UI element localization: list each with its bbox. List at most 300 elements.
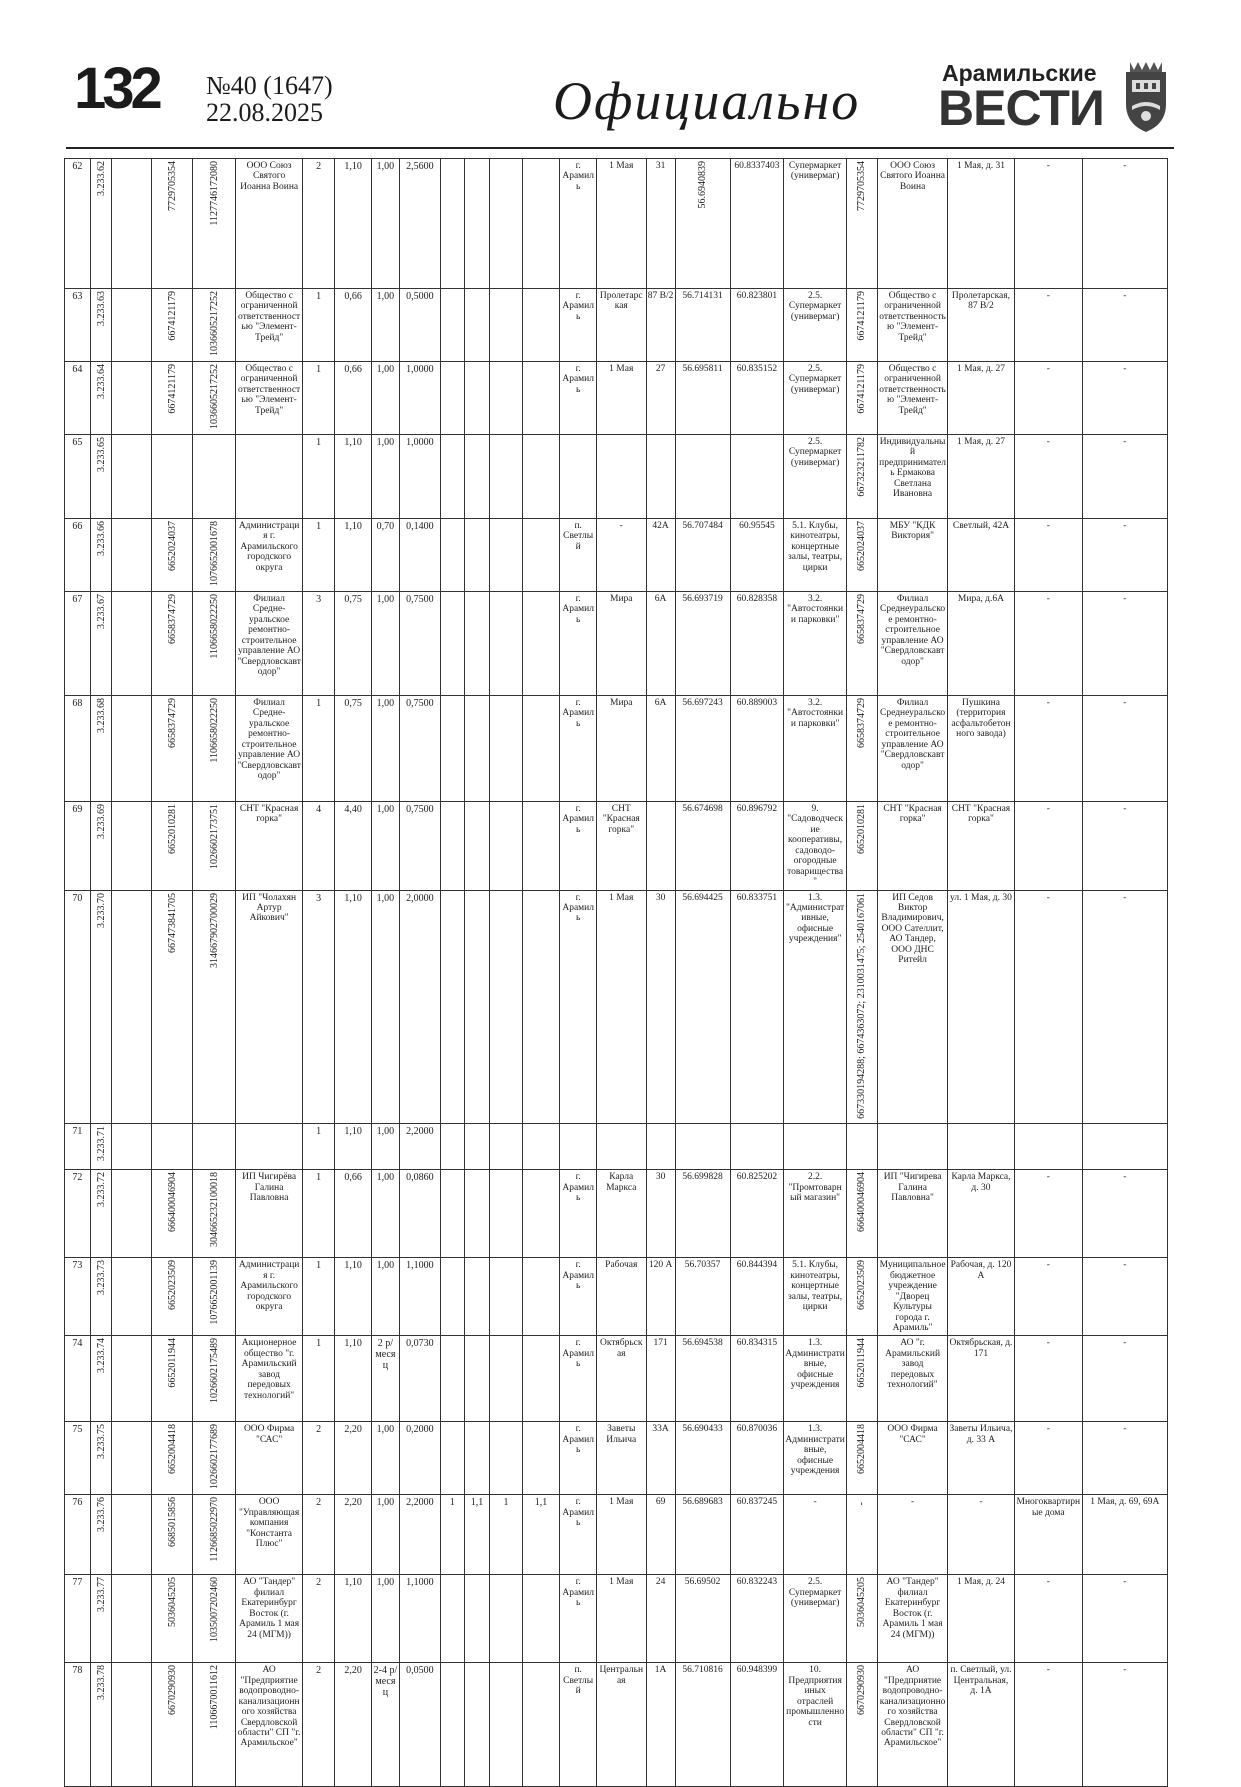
owner-name: Администрация г. Арамильского городского округа bbox=[236, 1258, 303, 1336]
section-title: Официально bbox=[553, 71, 861, 131]
extra-volume-2 bbox=[522, 159, 560, 289]
issue-date: 22.08.2025 bbox=[206, 98, 323, 128]
extra-count-1 bbox=[440, 519, 464, 592]
owner-ogrn bbox=[193, 435, 236, 519]
removal-frequency: 1,00 bbox=[371, 1422, 399, 1495]
extra-count-2 bbox=[490, 802, 522, 891]
extra-volume-1 bbox=[464, 1170, 490, 1258]
extra-volume-1 bbox=[464, 362, 490, 435]
source-inn-text: 667330194288; 6674363072; 2310031475; 2540167061 bbox=[856, 892, 868, 1119]
container-volume: 0,66 bbox=[335, 289, 372, 362]
total-volume: 0,0500 bbox=[399, 1663, 440, 1787]
row-number: 72 bbox=[65, 1170, 91, 1258]
container-volume: 2,20 bbox=[335, 1663, 372, 1787]
source-name: АО "Предприятие водопроводно-канализационного хозяйства Свердловской области" СП "г. Арамильское" bbox=[878, 1663, 948, 1787]
extra-volume-2: 1,1 bbox=[522, 1495, 560, 1575]
source-inn bbox=[846, 1575, 877, 1663]
extra-count-2 bbox=[490, 890, 522, 1124]
container-count: 2 bbox=[303, 1663, 335, 1787]
owner-name: ООО Фирма "САС" bbox=[236, 1422, 303, 1495]
settlement: г. Арамиль bbox=[560, 1422, 597, 1495]
row-number: 65 bbox=[65, 435, 91, 519]
settlement: г. Арамиль bbox=[560, 1170, 597, 1258]
settlement: п. Светлый bbox=[560, 519, 597, 592]
container-volume: 2,20 bbox=[335, 1495, 372, 1575]
source-inn bbox=[846, 289, 877, 362]
settlement: г. Арамиль bbox=[560, 289, 597, 362]
source-address: Карла Маркса, д. 30 bbox=[948, 1170, 1015, 1258]
street: 1 Мая bbox=[596, 890, 646, 1124]
row-number: 69 bbox=[65, 802, 91, 891]
owner-inn bbox=[152, 1336, 193, 1422]
source-inn bbox=[846, 696, 877, 802]
owner-ogrn bbox=[193, 802, 236, 891]
site-code-text: 3.233.75 bbox=[95, 1424, 107, 1460]
extra-volume-2 bbox=[522, 1170, 560, 1258]
source-inn-text: 6652010281 bbox=[856, 804, 868, 854]
owner-inn bbox=[152, 289, 193, 362]
site-code bbox=[90, 890, 112, 1124]
owner-inn bbox=[152, 362, 193, 435]
owner-inn bbox=[152, 1170, 193, 1258]
source-address: Светлый, 42А bbox=[948, 519, 1015, 592]
site-code bbox=[90, 1422, 112, 1495]
housing-address bbox=[1082, 1124, 1167, 1170]
housing-address: - bbox=[1082, 592, 1167, 696]
extra-count-1 bbox=[440, 1422, 464, 1495]
longitude: 60.896792 bbox=[730, 802, 784, 891]
source-inn bbox=[846, 1124, 877, 1170]
container-volume: 1,10 bbox=[335, 519, 372, 592]
housing-type: - bbox=[1014, 696, 1082, 802]
table-row bbox=[65, 1336, 1168, 1422]
removal-frequency: 1,00 bbox=[371, 435, 399, 519]
source-type: 5.1. Клубы, кинотеатры, концертные залы, театры, цирки bbox=[784, 519, 846, 592]
street: Карла Маркса bbox=[596, 1170, 646, 1258]
extra-volume-2 bbox=[522, 1575, 560, 1663]
house: 171 bbox=[646, 1336, 675, 1422]
owner-inn bbox=[152, 890, 193, 1124]
extra-volume-2 bbox=[522, 1663, 560, 1787]
container-volume: 1,10 bbox=[335, 1258, 372, 1336]
blank-cell bbox=[112, 1422, 152, 1495]
row-number: 75 bbox=[65, 1422, 91, 1495]
source-inn bbox=[846, 1336, 877, 1422]
street: 1 Мая bbox=[596, 159, 646, 289]
container-count: 1 bbox=[303, 289, 335, 362]
extra-volume-1: 1,1 bbox=[464, 1495, 490, 1575]
latitude: 56.707484 bbox=[675, 519, 730, 592]
source-type: 3.2. "Автостоянки и парковки" bbox=[784, 696, 846, 802]
street: Рабочая bbox=[596, 1258, 646, 1336]
table-row bbox=[65, 1663, 1168, 1787]
owner-inn bbox=[152, 1422, 193, 1495]
owner-name: ИП "Чолахян Артур Айкович" bbox=[236, 890, 303, 1124]
site-code bbox=[90, 1258, 112, 1336]
source-type: 2.2. "Промтоварный магазин" bbox=[784, 1170, 846, 1258]
source-inn bbox=[846, 159, 877, 289]
blank-cell bbox=[112, 696, 152, 802]
latitude bbox=[675, 1124, 730, 1170]
source-inn-text: 666400046904 bbox=[856, 1172, 868, 1233]
housing-type: - bbox=[1014, 289, 1082, 362]
house bbox=[646, 1124, 675, 1170]
site-code bbox=[90, 1495, 112, 1575]
owner-ogrn-text: 304665232100018 bbox=[208, 1172, 220, 1248]
longitude: 60.825202 bbox=[730, 1170, 784, 1258]
table-row bbox=[65, 890, 1168, 1124]
street: 1 Мая bbox=[596, 1495, 646, 1575]
source-inn-text: 7729705354 bbox=[856, 161, 868, 211]
site-code-text: 3.233.74 bbox=[95, 1338, 107, 1374]
owner-inn bbox=[152, 592, 193, 696]
blank-cell bbox=[112, 592, 152, 696]
source-name bbox=[878, 1124, 948, 1170]
extra-count-2 bbox=[490, 1422, 522, 1495]
longitude: 60.832243 bbox=[730, 1575, 784, 1663]
owner-inn-text: 7729705354 bbox=[166, 161, 178, 211]
source-inn bbox=[846, 592, 877, 696]
owner-ogrn-text: 1076652001139 bbox=[208, 1260, 220, 1325]
source-inn bbox=[846, 1663, 877, 1787]
owner-inn bbox=[152, 1663, 193, 1787]
total-volume: 2,2000 bbox=[399, 1124, 440, 1170]
extra-volume-2 bbox=[522, 1422, 560, 1495]
house: 1А bbox=[646, 1663, 675, 1787]
row-number: 68 bbox=[65, 696, 91, 802]
registry-rows bbox=[65, 159, 1168, 1787]
housing-type: - bbox=[1014, 435, 1082, 519]
header-rule bbox=[66, 147, 1174, 149]
removal-frequency: 1,00 bbox=[371, 159, 399, 289]
source-inn bbox=[846, 1422, 877, 1495]
owner-ogrn bbox=[193, 696, 236, 802]
source-address bbox=[948, 1124, 1015, 1170]
housing-address: - bbox=[1082, 1170, 1167, 1258]
container-volume: 1,10 bbox=[335, 1336, 372, 1422]
blank-cell bbox=[112, 519, 152, 592]
owner-inn bbox=[152, 696, 193, 802]
latitude: 56.690433 bbox=[675, 1422, 730, 1495]
total-volume: 0,1400 bbox=[399, 519, 440, 592]
owner-ogrn bbox=[193, 1575, 236, 1663]
house: 120 А bbox=[646, 1258, 675, 1336]
extra-volume-2 bbox=[522, 519, 560, 592]
longitude: 60.844394 bbox=[730, 1258, 784, 1336]
site-code-text: 3.233.72 bbox=[95, 1172, 107, 1208]
logo-bottom-text: ВЕСТИ bbox=[938, 80, 1104, 136]
site-code-text: 3.233.68 bbox=[95, 698, 107, 733]
container-count: 1 bbox=[303, 1170, 335, 1258]
street: Октябрьская bbox=[596, 1336, 646, 1422]
housing-address: - bbox=[1082, 435, 1167, 519]
source-address: - bbox=[948, 1495, 1015, 1575]
housing-type: - bbox=[1014, 519, 1082, 592]
extra-volume-2 bbox=[522, 1336, 560, 1422]
site-code bbox=[90, 1124, 112, 1170]
source-address: Пушкина (территория асфальтобетонного завода) bbox=[948, 696, 1015, 802]
source-inn-text: 6658374729 bbox=[856, 594, 868, 644]
site-code-text: 3.233.64 bbox=[95, 364, 107, 399]
owner-inn bbox=[152, 519, 193, 592]
owner-ogrn-text: 1036605217252 bbox=[208, 364, 220, 429]
source-name: АО "Тандер" филиал Екатеринбург Восток (г. Арамиль 1 мая 24 (МГМ)) bbox=[878, 1575, 948, 1663]
street: - bbox=[596, 519, 646, 592]
container-count: 1 bbox=[303, 1258, 335, 1336]
source-inn bbox=[846, 890, 877, 1124]
blank-cell bbox=[112, 289, 152, 362]
settlement bbox=[560, 435, 597, 519]
extra-count-2: 1 bbox=[490, 1495, 522, 1575]
extra-volume-1 bbox=[464, 289, 490, 362]
extra-count-2 bbox=[490, 1124, 522, 1170]
extra-count-1 bbox=[440, 802, 464, 891]
owner-inn bbox=[152, 1124, 193, 1170]
extra-volume-2 bbox=[522, 890, 560, 1124]
owner-ogrn-text: 1026602175489 bbox=[208, 1338, 220, 1404]
container-volume: 1,10 bbox=[335, 159, 372, 289]
extra-volume-1 bbox=[464, 1124, 490, 1170]
owner-name: ИП Чигирёва Галина Павловна bbox=[236, 1170, 303, 1258]
table-row bbox=[65, 1495, 1168, 1575]
owner-ogrn-text: 1026602177689 bbox=[208, 1424, 220, 1490]
housing-type bbox=[1014, 1124, 1082, 1170]
source-type: 3.2. "Автостоянки и парковки" bbox=[784, 592, 846, 696]
city-crest-icon bbox=[1122, 58, 1170, 134]
blank-cell bbox=[112, 890, 152, 1124]
newspaper-logo bbox=[938, 60, 1178, 140]
site-code-text: 3.233.71 bbox=[95, 1126, 107, 1162]
owner-inn bbox=[152, 435, 193, 519]
owner-ogrn bbox=[193, 289, 236, 362]
longitude: 60.889003 bbox=[730, 696, 784, 802]
source-name: АО "г. Арамильский завод передовых технологий" bbox=[878, 1336, 948, 1422]
source-type: 1.3. Административные, офисные учреждения bbox=[784, 1336, 846, 1422]
source-address: 1 Мая, д. 27 bbox=[948, 435, 1015, 519]
settlement: г. Арамиль bbox=[560, 1575, 597, 1663]
table-row bbox=[65, 1124, 1168, 1170]
source-address: 1 Мая, д. 24 bbox=[948, 1575, 1015, 1663]
longitude: 60.95545 bbox=[730, 519, 784, 592]
housing-address: - bbox=[1082, 1258, 1167, 1336]
owner-inn-text: 6652024037 bbox=[166, 521, 178, 571]
housing-type: Многоквартирные дома bbox=[1014, 1495, 1082, 1575]
housing-type: - bbox=[1014, 1170, 1082, 1258]
longitude: 60.834315 bbox=[730, 1336, 784, 1422]
owner-inn-text: 666400046904 bbox=[166, 1172, 178, 1233]
owner-inn-text: 6674121179 bbox=[166, 291, 178, 341]
latitude: 56.694425 bbox=[675, 890, 730, 1124]
container-volume: 0,66 bbox=[335, 362, 372, 435]
settlement: г. Арамиль bbox=[560, 1336, 597, 1422]
owner-ogrn-text: 1036605217252 bbox=[208, 291, 220, 356]
housing-type: - bbox=[1014, 890, 1082, 1124]
owner-name: Администрация г. Арамильского городского округа bbox=[236, 519, 303, 592]
removal-frequency: 2 р/месяц bbox=[371, 1336, 399, 1422]
container-volume: 1,10 bbox=[335, 435, 372, 519]
settlement: г. Арамиль bbox=[560, 890, 597, 1124]
row-number: 70 bbox=[65, 890, 91, 1124]
street: 1 Мая bbox=[596, 1575, 646, 1663]
extra-volume-2 bbox=[522, 1124, 560, 1170]
extra-volume-1 bbox=[464, 802, 490, 891]
source-type: 2.5. Супермаркет (универмаг) bbox=[784, 1575, 846, 1663]
source-inn bbox=[846, 1170, 877, 1258]
settlement: г. Арамиль bbox=[560, 1258, 597, 1336]
site-code-text: 3.233.65 bbox=[95, 437, 107, 472]
owner-ogrn bbox=[193, 1495, 236, 1575]
housing-type: - bbox=[1014, 1422, 1082, 1495]
total-volume: 2,2000 bbox=[399, 1495, 440, 1575]
latitude: 56.689683 bbox=[675, 1495, 730, 1575]
table-row bbox=[65, 1575, 1168, 1663]
source-inn-text: 667323211782 bbox=[856, 437, 868, 497]
housing-address: - bbox=[1082, 519, 1167, 592]
owner-inn bbox=[152, 1495, 193, 1575]
source-inn bbox=[846, 362, 877, 435]
housing-address: - bbox=[1082, 289, 1167, 362]
container-count: 1 bbox=[303, 696, 335, 802]
container-count: 1 bbox=[303, 519, 335, 592]
owner-inn bbox=[152, 1258, 193, 1336]
removal-frequency: 1,00 bbox=[371, 289, 399, 362]
housing-type: - bbox=[1014, 1575, 1082, 1663]
page-number: 132 bbox=[74, 56, 159, 121]
latitude-text: 56.6940839 bbox=[697, 161, 709, 209]
row-number: 77 bbox=[65, 1575, 91, 1663]
table-row bbox=[65, 362, 1168, 435]
owner-inn-text: 6652011944 bbox=[166, 1338, 178, 1389]
source-name: ООО Фирма "САС" bbox=[878, 1422, 948, 1495]
source-name: МБУ "КДК Виктория" bbox=[878, 519, 948, 592]
owner-inn-text: 6658374729 bbox=[166, 594, 178, 644]
owner-name: Акционерное общество "г. Арамильский завод передовых технологий" bbox=[236, 1336, 303, 1422]
container-volume: 1,10 bbox=[335, 1124, 372, 1170]
owner-ogrn-text: 1127746172080 bbox=[208, 161, 220, 226]
blank-cell bbox=[112, 362, 152, 435]
site-code-text: 3.233.66 bbox=[95, 521, 107, 556]
row-number: 67 bbox=[65, 592, 91, 696]
house: 6А bbox=[646, 592, 675, 696]
extra-count-1 bbox=[440, 435, 464, 519]
source-type: 5.1. Клубы, кинотеатры, концертные залы, театры, цирки bbox=[784, 1258, 846, 1336]
site-code-text: 3.233.62 bbox=[95, 161, 107, 196]
house: 87 В/2 bbox=[646, 289, 675, 362]
total-volume: 0,2000 bbox=[399, 1422, 440, 1495]
extra-count-1 bbox=[440, 1575, 464, 1663]
source-address: 1 Мая, д. 27 bbox=[948, 362, 1015, 435]
housing-address: - bbox=[1082, 696, 1167, 802]
owner-ogrn bbox=[193, 1258, 236, 1336]
extra-count-1 bbox=[440, 1124, 464, 1170]
extra-count-1 bbox=[440, 1663, 464, 1787]
total-volume: 0,5000 bbox=[399, 289, 440, 362]
extra-count-1 bbox=[440, 159, 464, 289]
owner-ogrn-text: 1035007202460 bbox=[208, 1577, 220, 1643]
site-code-text: 3.233.69 bbox=[95, 804, 107, 839]
source-name: Муниципальное бюджетное учреждение "Дворец Культуры города г. Арамиль" bbox=[878, 1258, 948, 1336]
site-code-text: 3.233.73 bbox=[95, 1260, 107, 1296]
extra-count-2 bbox=[490, 289, 522, 362]
owner-name: Филиал Средне-уральское ремонтно-строительное управление АО "Свердловскавтодор" bbox=[236, 696, 303, 802]
housing-address: - bbox=[1082, 1336, 1167, 1422]
source-inn-text: 6652011944 bbox=[856, 1338, 868, 1389]
extra-count-2 bbox=[490, 1663, 522, 1787]
container-volume: 0,75 bbox=[335, 696, 372, 802]
owner-inn-text: 6685015856 bbox=[166, 1497, 178, 1548]
housing-address: - bbox=[1082, 1575, 1167, 1663]
house: 31 bbox=[646, 159, 675, 289]
owner-inn-text: 6652004418 bbox=[166, 1424, 178, 1475]
row-number: 66 bbox=[65, 519, 91, 592]
source-address: Заветы Ильича, д. 33 А bbox=[948, 1422, 1015, 1495]
site-code bbox=[90, 802, 112, 891]
owner-inn-text: 5036045205 bbox=[166, 1577, 178, 1628]
owner-name: Филиал Средне-уральское ремонтно-строительное управление АО "Свердловскавтодор" bbox=[236, 592, 303, 696]
street: Мира bbox=[596, 592, 646, 696]
container-count: 2 bbox=[303, 159, 335, 289]
longitude: 60.8337403 bbox=[730, 159, 784, 289]
blank-cell bbox=[112, 802, 152, 891]
extra-count-2 bbox=[490, 519, 522, 592]
street: Заветы Ильича bbox=[596, 1422, 646, 1495]
row-number: 73 bbox=[65, 1258, 91, 1336]
owner-name bbox=[236, 1124, 303, 1170]
extra-count-2 bbox=[490, 1170, 522, 1258]
total-volume: 0,7500 bbox=[399, 696, 440, 802]
table-row bbox=[65, 696, 1168, 802]
table-row bbox=[65, 435, 1168, 519]
blank-cell bbox=[112, 1663, 152, 1787]
extra-volume-1 bbox=[464, 1422, 490, 1495]
housing-address: - bbox=[1082, 802, 1167, 891]
row-number: 63 bbox=[65, 289, 91, 362]
house bbox=[646, 802, 675, 891]
longitude: 60.828358 bbox=[730, 592, 784, 696]
container-count: 4 bbox=[303, 802, 335, 891]
extra-volume-2 bbox=[522, 592, 560, 696]
source-type: 9. "Садоводческие кооперативы, садоводо-огородные товарищества" bbox=[784, 802, 846, 891]
source-address: 1 Мая, д. 31 bbox=[948, 159, 1015, 289]
source-address: п. Светлый, ул. Центральная, д. 1А bbox=[948, 1663, 1015, 1787]
extra-volume-2 bbox=[522, 802, 560, 891]
extra-volume-2 bbox=[522, 289, 560, 362]
owner-ogrn-text: 1026602173751 bbox=[208, 804, 220, 869]
site-code-text: 3.233.70 bbox=[95, 892, 107, 928]
extra-count-1 bbox=[440, 890, 464, 1124]
container-count: 1 bbox=[303, 362, 335, 435]
source-address: Мира, д.6А bbox=[948, 592, 1015, 696]
extra-count-1 bbox=[440, 1170, 464, 1258]
blank-cell bbox=[112, 159, 152, 289]
table-row bbox=[65, 802, 1168, 891]
owner-name: АО "Тандер" филиал Екатеринбург Восток (г. Арамиль 1 мая 24 (МГМ)) bbox=[236, 1575, 303, 1663]
source-type: 2.5. Супермаркет (универмаг) bbox=[784, 435, 846, 519]
owner-ogrn bbox=[193, 1336, 236, 1422]
housing-address: - bbox=[1082, 362, 1167, 435]
source-address: Пролетарская, 87 В/2 bbox=[948, 289, 1015, 362]
owner-name: ООО "Управляющая компания "Константа Плюс" bbox=[236, 1495, 303, 1575]
total-volume: 1,0000 bbox=[399, 362, 440, 435]
housing-type: - bbox=[1014, 1336, 1082, 1422]
house bbox=[646, 435, 675, 519]
source-inn bbox=[846, 519, 877, 592]
extra-volume-1 bbox=[464, 1336, 490, 1422]
settlement: г. Арамиль bbox=[560, 592, 597, 696]
extra-volume-1 bbox=[464, 696, 490, 802]
row-number: 78 bbox=[65, 1663, 91, 1787]
table-row bbox=[65, 1422, 1168, 1495]
